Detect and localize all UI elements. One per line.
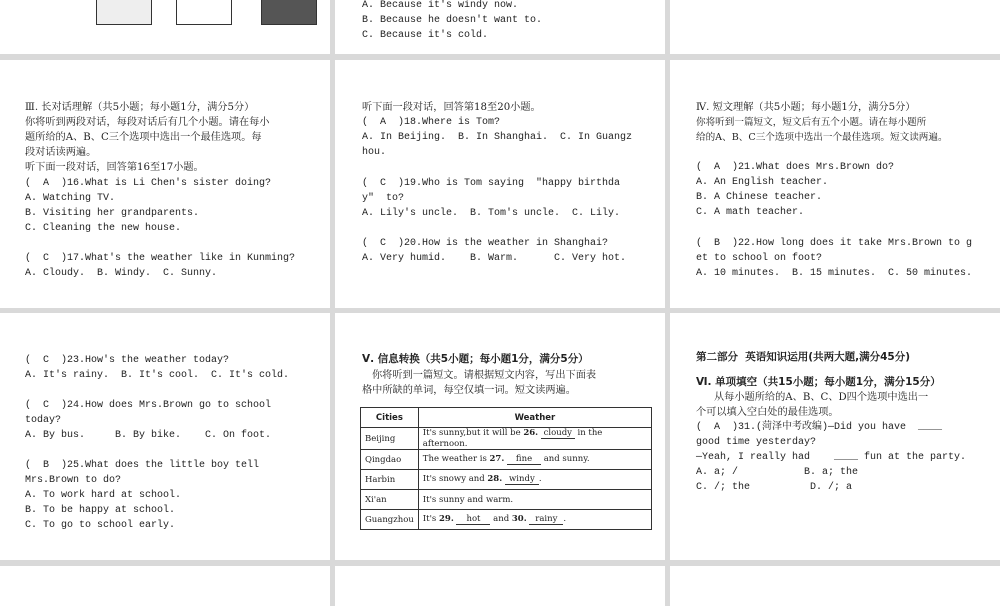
weather-text: It's sunny,but it will be	[422, 428, 524, 438]
question-25: ( B )25.What does the little boy tell	[25, 460, 260, 471]
weather-text: It's snowy and	[422, 474, 488, 484]
option-line: A. Because it's windy now.	[362, 0, 519, 11]
panel-top-mid	[335, 0, 665, 54]
option-line: A. An English teacher.	[696, 177, 829, 188]
city-cell: Beijing	[361, 428, 419, 450]
instruction-line: 题所给的A、B、C三个选项中选出一个最佳选项。每	[25, 132, 262, 143]
question-21: ( A )21.What does Mrs.Brown do?	[696, 162, 895, 173]
answer-blank: rainy	[529, 514, 563, 525]
option-line: A. It's rainy. B. It's cool. C. It's cold.	[25, 370, 290, 381]
question-20: ( C )20.How is the weather in Shanghai?	[362, 238, 609, 249]
option-line: A. Lily's uncle. B. Tom's uncle. C. Lily.	[362, 208, 621, 219]
city-cell: Qingdao	[361, 450, 419, 470]
answer-blank: windy	[505, 474, 539, 485]
question-22: ( B )22.How long does it take Mrs.Brown to g	[696, 238, 973, 249]
question-19-cont: y" to?	[362, 193, 405, 204]
option-line: B. Visiting her grandparents.	[25, 208, 200, 219]
illustration-1	[96, 0, 152, 25]
option-line: A. 10 minutes. B. 15 minutes. C. 50 minutes.	[696, 268, 973, 279]
table-row	[361, 450, 652, 470]
option-line: A. In Beijing. B. In Shanghai. C. In Guangz	[362, 132, 633, 143]
blank-number: 27.	[489, 454, 505, 464]
panel-bottom-right	[670, 566, 1000, 606]
question-16: ( A )16.What is Li Chen's sister doing?	[25, 178, 272, 189]
weather-text: The weather is	[422, 454, 490, 464]
section-heading: Ⅳ. 短文理解（共5小题；每小题1分，满分5分）	[696, 102, 916, 113]
section-heading: Ⅲ. 长对话理解（共5小题；每小题1分，满分5分）	[25, 102, 255, 113]
option-line: C. To go to school early.	[25, 520, 176, 531]
blank-number: 30.	[511, 514, 527, 524]
panel-dialogue-2	[335, 60, 665, 308]
table-header-weather: Weather	[418, 408, 651, 428]
instruction-line: 给的A、B、C三个选项中选出一个最佳选项。短文读两遍。	[696, 132, 948, 143]
table-row	[361, 470, 652, 490]
panel-top-left	[0, 0, 330, 54]
option-line: B. To be happy at school.	[25, 505, 176, 516]
answer-blank: hot	[456, 514, 490, 525]
table-row	[361, 510, 652, 530]
city-cell: Xi'an	[361, 490, 419, 510]
question-17: ( C )17.What's the weather like in Kunming?	[25, 253, 296, 264]
weather-cell	[418, 490, 651, 510]
weather-text: and	[490, 514, 512, 524]
option-line: A. Cloudy. B. Windy. C. Sunny.	[25, 268, 218, 279]
panel-bottom-mid	[335, 566, 665, 606]
panel-questions-23-25	[0, 313, 330, 560]
question-25-cont: Mrs.Brown to do?	[25, 475, 122, 486]
instruction-line: 格中所缺的单词，每空仅填一词。短文读两遍。	[362, 385, 576, 396]
panel-long-dialogue	[0, 60, 330, 308]
instruction-line: 你将听到一篇短文，短文后有五个小题。请在每小题所	[696, 117, 927, 128]
weather-table	[360, 407, 652, 530]
instruction-line: 听下面一段对话，回答第16至17小题。	[25, 162, 204, 173]
section-heading: Ⅴ. 信息转换（共5小题；每小题1分，满分5分）	[362, 353, 589, 365]
answer-blank: fine	[507, 454, 541, 465]
option-line: A. To work hard at school.	[25, 490, 182, 501]
option-line: C. A math teacher.	[696, 207, 805, 218]
question-18: ( A )18.Where is Tom?	[362, 117, 501, 128]
weather-text: and sunny.	[541, 454, 590, 464]
option-line: B. Because he doesn't want to.	[362, 15, 543, 26]
table-row	[361, 490, 652, 510]
panel-passage	[670, 60, 1000, 308]
weather-text: It's	[422, 514, 439, 524]
question-23: ( C )23.How's the weather today?	[25, 355, 230, 366]
option-line: B. A Chinese teacher.	[696, 192, 823, 203]
part-title: 第二部分 英语知识运用(共两大题,满分45分)	[696, 351, 911, 363]
illustration-3	[261, 0, 317, 25]
weather-text: in the afternoon.	[422, 428, 603, 449]
section-heading: Ⅵ. 单项填空（共15小题；每小题1分，满分15分）	[696, 376, 941, 388]
question-19: ( C )19.Who is Tom saying "happy birthda	[362, 178, 621, 189]
question-24-cont: today?	[25, 415, 62, 426]
weather-text: .	[538, 474, 542, 484]
weather-text: It's sunny and warm.	[422, 494, 514, 505]
instruction-line: 个可以填入空白处的最佳选项。	[696, 407, 839, 418]
option-line: C. Because it's cold.	[362, 30, 489, 41]
weather-text: .	[563, 514, 567, 524]
blank-number: 26.	[523, 428, 539, 438]
question-31-reply: —Yeah, I really had ____ fun at the party.	[696, 452, 967, 463]
city-cell: Harbin	[361, 470, 419, 490]
option-line: A. Watching TV.	[25, 193, 116, 204]
blank-number: 28.	[487, 474, 503, 484]
panel-bottom-left	[0, 566, 330, 606]
instruction-line: 听下面一段对话，回答第18至20小题。	[362, 102, 541, 113]
panel-info-transfer	[335, 313, 665, 560]
weather-cell	[418, 428, 651, 450]
instruction-line: 你将听到两段对话，每段对话后有几个小题。请在每小	[25, 117, 270, 128]
instruction-line: 段对话读两遍。	[25, 147, 97, 158]
illustration-2	[176, 0, 232, 25]
blank-number: 29.	[438, 514, 454, 524]
option-line: C. /; the D. /; a	[696, 482, 853, 493]
table-header-cities: Cities	[361, 408, 419, 428]
option-line: A. Very humid. B. Warm. C. Very hot.	[362, 253, 627, 264]
option-line: A. a; / B. a; the	[696, 467, 859, 478]
table-row	[361, 428, 652, 450]
instruction-line: 你将听到一篇短文。请根据短文内容，写出下面表	[372, 370, 597, 381]
option-line: A. By bus. B. By bike. C. On foot.	[25, 430, 272, 441]
answer-blank: cloudy	[541, 428, 575, 439]
weather-cell	[418, 450, 651, 470]
question-31: ( A )31.(菏泽中考改编)—Did you have ____	[696, 422, 943, 433]
option-line: hou.	[362, 147, 387, 158]
weather-cell	[418, 470, 651, 490]
question-31-cont: good time yesterday?	[696, 437, 817, 448]
panel-grammar	[670, 313, 1000, 560]
city-cell: Guangzhou	[361, 510, 419, 530]
question-24: ( C )24.How does Mrs.Brown go to school	[25, 400, 272, 411]
panel-top-right	[670, 0, 1000, 54]
option-line: C. Cleaning the new house.	[25, 223, 182, 234]
weather-cell	[418, 510, 651, 530]
question-22-cont: et to school on foot?	[696, 253, 823, 264]
instruction-line: 从每小题所给的A、B、C、D四个选项中选出一	[714, 392, 929, 403]
